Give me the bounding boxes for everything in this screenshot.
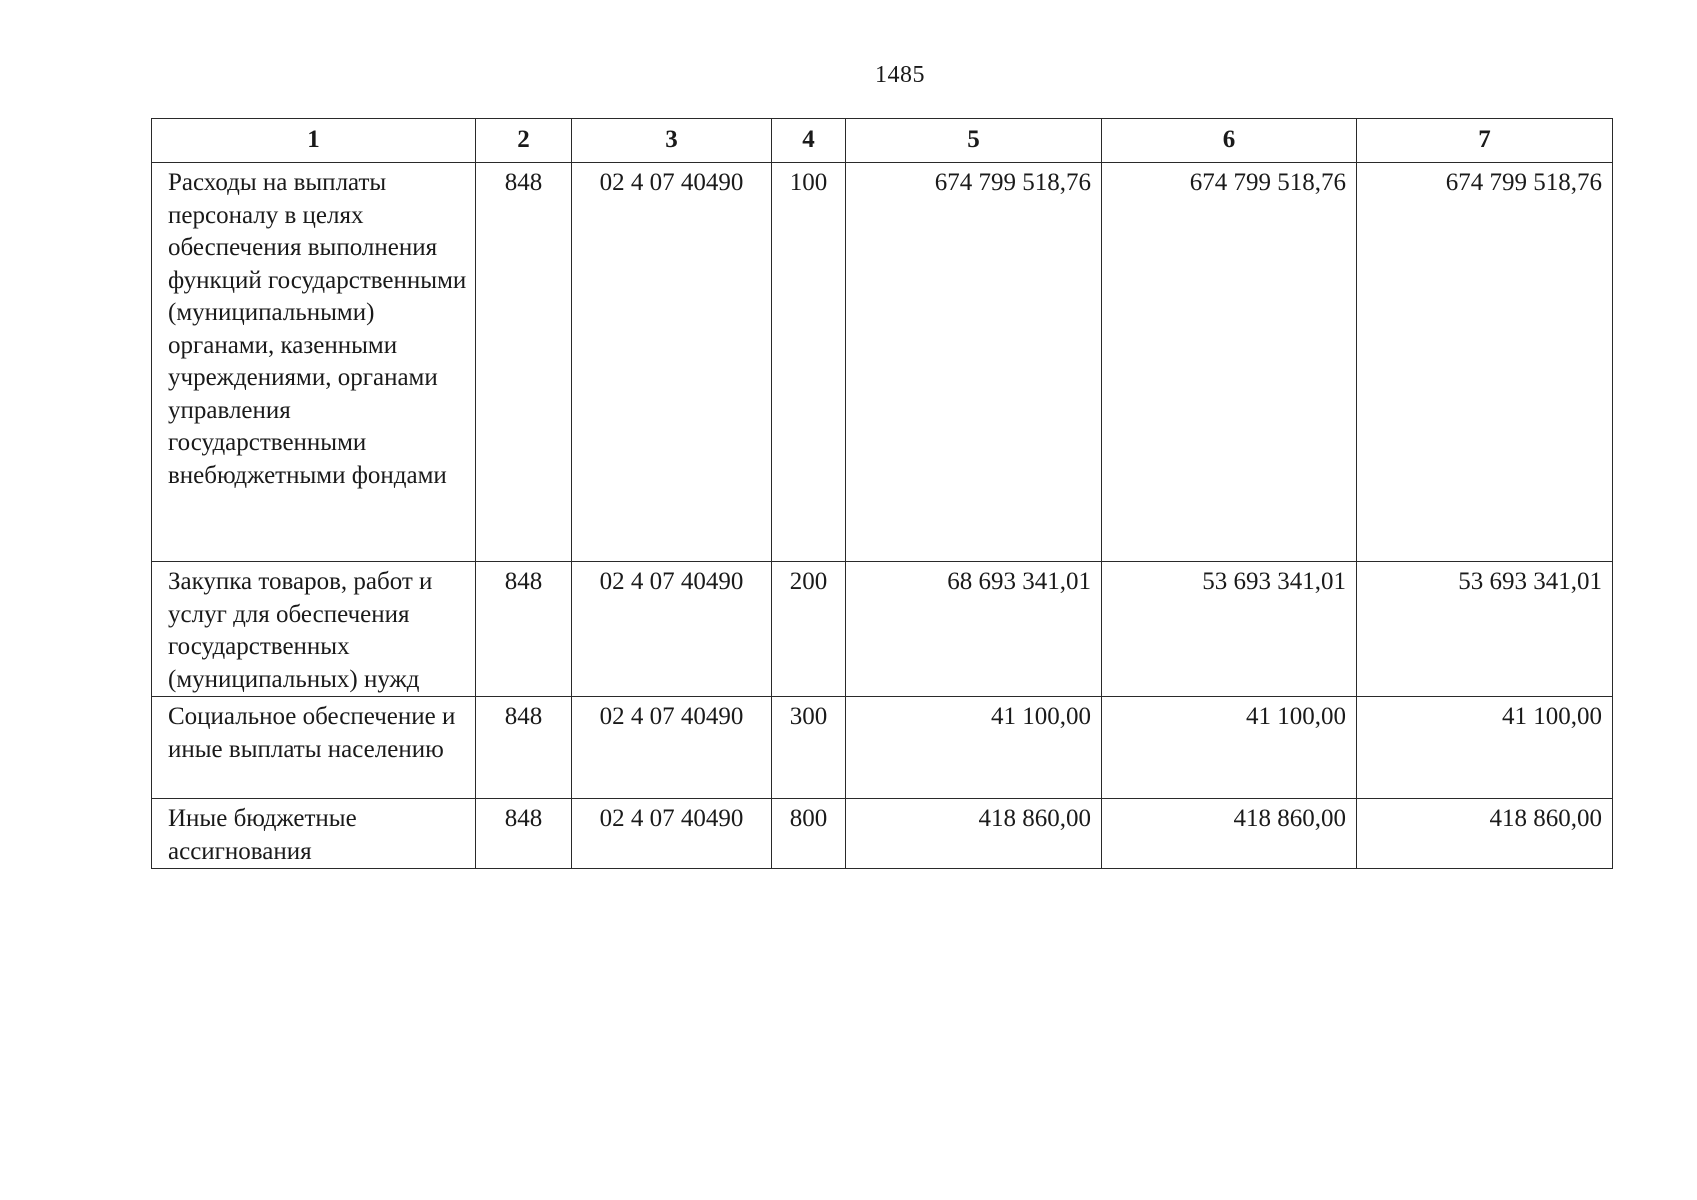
amount-col7-cell: 418 860,00 xyxy=(1357,799,1613,869)
expense-type-cell: 300 xyxy=(772,697,846,799)
column-header-6: 6 xyxy=(1102,119,1357,163)
expense-type-cell: 100 xyxy=(772,163,846,562)
amount-col5-cell: 418 860,00 xyxy=(846,799,1102,869)
expense-name-cell: Расходы на выплаты персоналу в целях обеспечения выполнения функций государственными (муниципальными) органами, казенными учреждениями, органами управления государственными внебюджетными фондами xyxy=(152,163,476,562)
page-number: 1485 xyxy=(875,62,925,88)
target-article-cell: 02 4 07 40490 xyxy=(572,799,772,869)
amount-col7-cell: 674 799 518,76 xyxy=(1357,163,1613,562)
table-row xyxy=(152,697,1613,799)
amount-col6-cell: 41 100,00 xyxy=(1102,697,1357,799)
expense-name-cell: Закупка товаров, работ и услуг для обеспечения государственных (муниципальных) нужд xyxy=(152,562,476,697)
department-code-cell: 848 xyxy=(476,163,572,562)
table-row xyxy=(152,163,1613,562)
expense-name-cell: Иные бюджетные ассигнования xyxy=(152,799,476,869)
expense-name-cell: Социальное обеспечение и иные выплаты населению xyxy=(152,697,476,799)
expense-type-cell: 800 xyxy=(772,799,846,869)
department-code-cell: 848 xyxy=(476,697,572,799)
column-header-1: 1 xyxy=(152,119,476,163)
column-header-3: 3 xyxy=(572,119,772,163)
amount-col7-cell: 41 100,00 xyxy=(1357,697,1613,799)
table-row xyxy=(152,562,1613,697)
amount-col6-cell: 418 860,00 xyxy=(1102,799,1357,869)
column-header-2: 2 xyxy=(476,119,572,163)
target-article-cell: 02 4 07 40490 xyxy=(572,697,772,799)
budget-table xyxy=(151,118,1613,869)
target-article-cell: 02 4 07 40490 xyxy=(572,562,772,697)
target-article-cell: 02 4 07 40490 xyxy=(572,163,772,562)
amount-col5-cell: 674 799 518,76 xyxy=(846,163,1102,562)
column-header-5: 5 xyxy=(846,119,1102,163)
expense-type-cell: 200 xyxy=(772,562,846,697)
department-code-cell: 848 xyxy=(476,799,572,869)
column-header-7: 7 xyxy=(1357,119,1613,163)
table-row xyxy=(152,799,1613,869)
header-row xyxy=(152,119,1613,163)
department-code-cell: 848 xyxy=(476,562,572,697)
amount-col5-cell: 68 693 341,01 xyxy=(846,562,1102,697)
amount-col5-cell: 41 100,00 xyxy=(846,697,1102,799)
amount-col6-cell: 53 693 341,01 xyxy=(1102,562,1357,697)
amount-col6-cell: 674 799 518,76 xyxy=(1102,163,1357,562)
column-header-4: 4 xyxy=(772,119,846,163)
amount-col7-cell: 53 693 341,01 xyxy=(1357,562,1613,697)
